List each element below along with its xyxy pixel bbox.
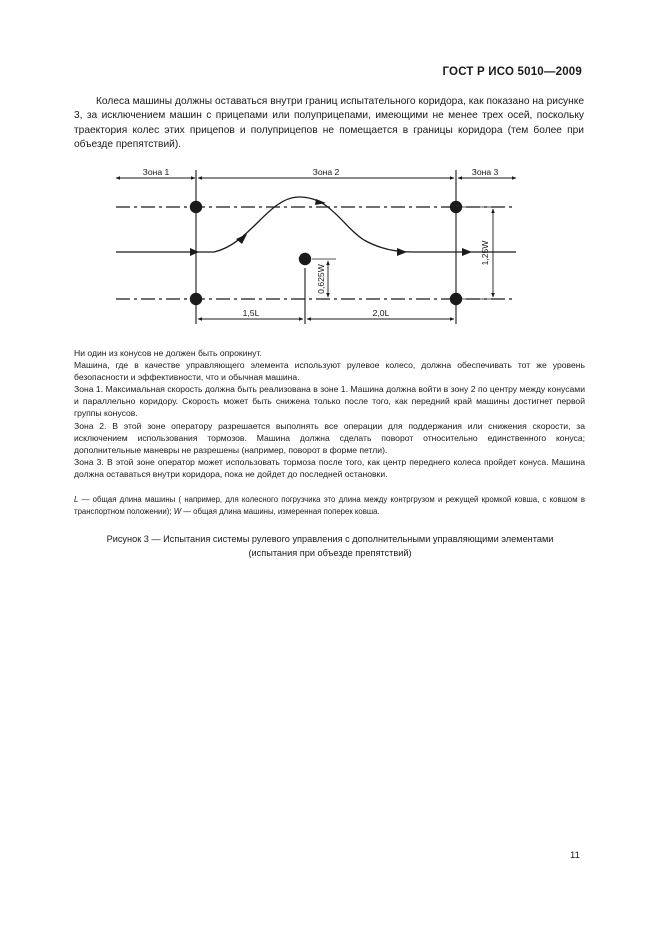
- dim-0625W-label: 0,625W: [316, 264, 326, 294]
- legend-W-symbol: W: [173, 507, 182, 517]
- cone-top-right: [450, 201, 462, 213]
- note-line: Зона 2. В этой зоне оператору разрешается выполнять все операции для поддержания или снижения скорости, за исключением использования тормозов. Машина должна сделать поворот относительно единственного конуса; дополнительные маневры не разрешены (например, поворот в форме петли).: [74, 420, 585, 455]
- cone-bottom-left: [190, 293, 202, 305]
- caption-line2: (испытания при объезде препятствий): [248, 547, 412, 558]
- legend-L-symbol: L: [74, 495, 79, 504]
- document-header: ГОСТ Р ИСО 5010—2009: [442, 66, 582, 78]
- note-line: Машина, где в качестве управляющего элемента используют рулевое колесо, должна обеспечивать тот же уровень безопасности и эффективности, что и обычная машина.: [74, 360, 585, 383]
- caption-line1: Рисунок 3 — Испытания системы рулевого управления с дополнительными управляющими элементами: [106, 534, 554, 544]
- vehicle-path: [196, 197, 456, 252]
- cone-top-left: [190, 201, 202, 213]
- dim-15L-label: 1,5L: [242, 308, 260, 318]
- zone3-label: Зона 3: [471, 167, 499, 177]
- cone-bottom-right: [450, 293, 462, 305]
- note-line: Зона 3. В этой зоне оператор может использовать тормоза после того, как центр переднего колеса пройдет конуса. Машина должна оставаться внутри коридора, пока не дойдет до последней остановки.: [74, 456, 585, 479]
- intro-text: Колеса машины должны оставаться внутри границ испытательного коридора, как показано на рисунке 3, за исключением машин с прицепами или полуприцепами, имеющими не менее трех осей, поскольку траектория колес этих прицепов и полуприцепов не помещается в границы коридора (тем более при объезде препятствий).: [74, 96, 584, 150]
- entry-arrow-head: [190, 248, 199, 256]
- note-line: Ни один из конусов не должен быть опрокинут.: [74, 348, 262, 358]
- path-arrow-1: [236, 234, 247, 244]
- dim-20L-label: 2,0L: [372, 308, 390, 318]
- corridor-diagram: [0, 160, 661, 335]
- note-line: Зона 1. Максимальная скорость должна быть реализована в зоне 1. Машина должна войти в зону 2 по центру между конусами и параллельно коридору. Скорость может быть снижена только после того, как передний край машины достигнет первой группы конусов.: [74, 384, 585, 419]
- dim-125W-label: 1,25W: [480, 240, 490, 266]
- zone1-label: Зона 1: [142, 167, 170, 177]
- path-arrow-3: [397, 248, 407, 256]
- figure-notes: [74, 347, 585, 480]
- exit-arrow-head: [462, 248, 472, 256]
- zone2-label: Зона 2: [312, 167, 340, 177]
- intro-paragraph: [74, 95, 584, 152]
- cone-center: [299, 253, 311, 265]
- legend-L-text: — общая длина машины ( например, для колесного погрузчика это длина между контргрузом и режущей кромкой ковша, с ковшом в транспортном положении);: [74, 495, 585, 517]
- figure-caption: [60, 533, 600, 560]
- page-number: 11: [570, 850, 580, 861]
- legend-W-text: — общая длина машины, измеренная поперек ковша.: [181, 507, 380, 517]
- symbol-legend: [74, 494, 585, 519]
